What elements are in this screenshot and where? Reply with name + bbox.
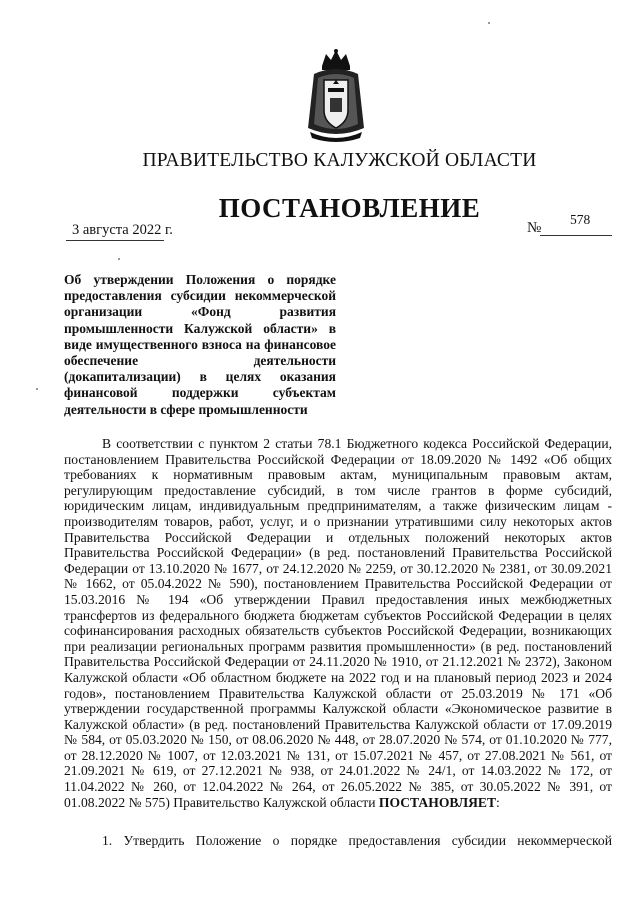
preamble-paragraph: [64, 436, 612, 810]
document-number: 578: [570, 212, 591, 227]
number-label: №: [527, 220, 542, 236]
document-subject: Об утверждении Положения о порядке предоставления субсидии некоммерческой организации «Фонд развития промышленности Калужской области» в виде имущественного взноса на финансовое обеспечение деятельности (докапитализации) в целях оказания финансовой поддержки субъектам деятельности в сфере промышленности: [64, 272, 336, 417]
scan-speck: [36, 388, 38, 390]
number-underline: [540, 235, 612, 236]
scan-speck: [118, 258, 120, 260]
resolves-colon: :: [496, 794, 500, 810]
resolves-word: ПОСТАНОВЛЯЕТ: [378, 794, 497, 810]
scan-speck: [488, 22, 490, 24]
document-type-title: ПОСТАНОВЛЕНИЕ: [218, 193, 481, 223]
date-underline: [66, 240, 164, 241]
coat-of-arms-icon: [300, 48, 372, 144]
item-1-paragraph: 1. Утвердить Положение о порядке предоставления субсидии некоммерческой: [102, 833, 612, 848]
government-name: ПРАВИТЕЛЬСТВО КАЛУЖСКОЙ ОБЛАСТИ: [142, 150, 537, 171]
document-date: 3 августа 2022 г.: [72, 222, 173, 238]
preamble-text: В соответствии с пунктом 2 статьи 78.1 Бюджетного кодекса Российской Федерации, постановлением Правительства Российской Федерации от 18.09.2020 № 1492 «Об общих требованиях к нормативным правовым актам, муниципальным правовым актам, регулирующим предоставление субсидий, в том числе грантов в форме субсидий, юридическим лицам, индивидуальным предпринимателям, а также физическим лицам - производителям товаров, работ, услуг, и о признании утратившими силу некоторых актов Правительства Российской Федерации и отдельных положений некоторых актов Правительства Российской Федерации» (в ред. постановлений Правительства Российской Федерации от 13.10.2020 № 1677, от 24.12.2020 № 2259, от 30.12.2020 № 2381, от 30.09.2021 № 1662, от 05.04.2022 № 590), постановлением Правительства Российской Федерации от 15.03.2016 № 194 «Об утверждении Правил предоставления иных межбюджетных трансфертов из федерального бюджета бюджетам субъектов Российской Федерации в целях софинансирования расходных обязательств субъектов Российской Федерации, возникающих при реализации региональных программ развития промышленности» (в ред. постановлений Правительства Российской Федерации от 24.11.2020 № 1910, от 21.12.2021 № 2372), Законом Калужской области «Об областном бюджете на 2022 год и на плановый период 2023 и 2024 годов», постановлением Правительства Калужской области от 25.03.2019 № 171 «Об утверждении государственной программы Калужской области «Экономическое развитие в Калужской области» (в ред. постановлений Правительства Калужской области от 17.09.2019 № 584, от 05.03.2020 № 150, от 08.06.2020 № 448, от 28.07.2020 № 574, от 01.10.2020 № 777, от 28.12.2020 № 1007, от 12.03.2021 № 131, от 15.07.2021 № 457, от 27.08.2021 № 561, от 21.09.2021 № 619, от 27.12.2021 № 938, от 24.01.2022 № 24/1, от 14.03.2022 № 172, от 11.04.2022 № 260, от 12.04.2022 № 264, от 26.05.2022 № 385, от 30.05.2022 № 391, от 01.08.2022 № 575) Правительство Калужской области: [64, 436, 612, 810]
